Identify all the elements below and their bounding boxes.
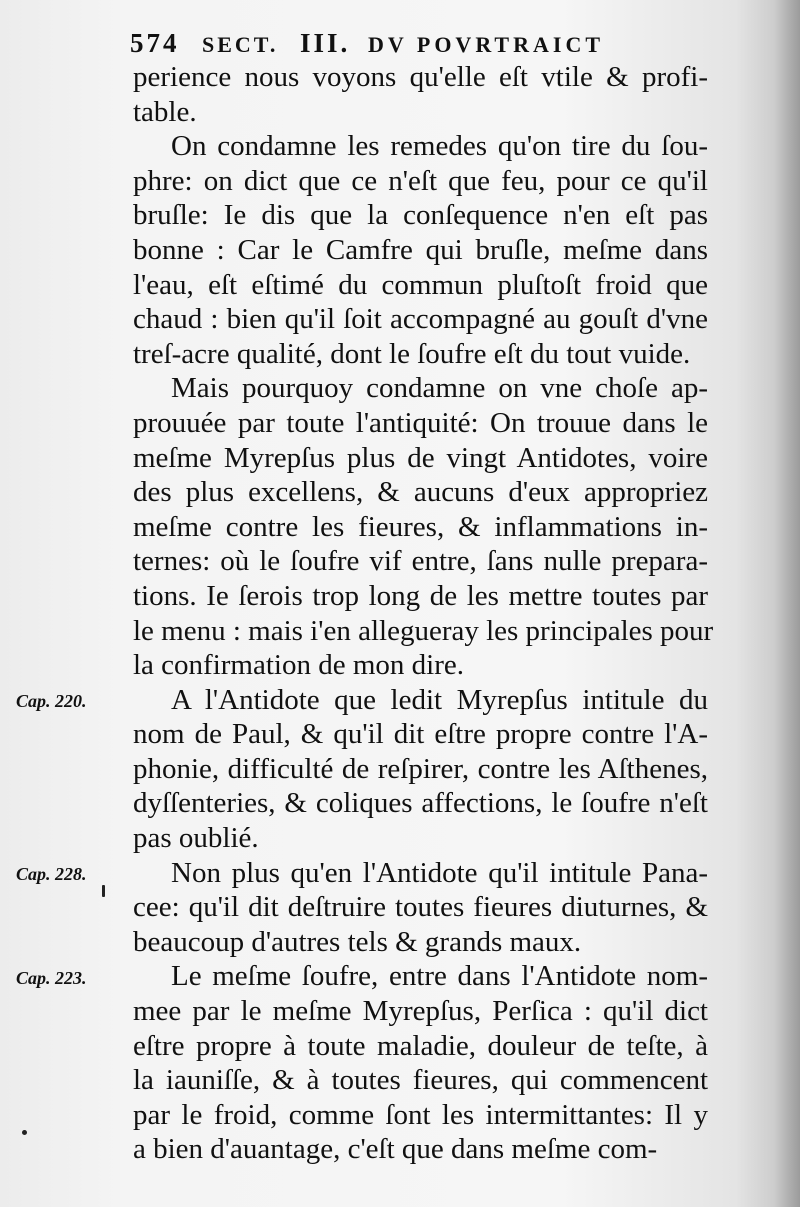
text-line: Le meſme ſoufre, entre dans l'Antidote nom- bbox=[171, 960, 708, 993]
header-title: DV POVRTRAICT bbox=[368, 32, 605, 57]
text-line: phre: on dict que ce n'eſt que feu, pour ce qu'il bbox=[133, 164, 708, 197]
margin-note-chapter-ref: Cap. 228. bbox=[16, 863, 87, 884]
text-line: Non plus qu'en l'Antidote qu'il intitule Pana- bbox=[171, 856, 708, 889]
text-line: dyſſenteries, & coliques affections, le ſoufre n'eſt bbox=[133, 787, 708, 820]
text-line: prouuée par toute l'antiquité: On trouue dans le bbox=[133, 406, 708, 439]
text-line: bruſle: Ie dis que la conſequence n'en eſt pas bbox=[133, 199, 708, 232]
text-line: perience nous voyons qu'elle eſt vtile & profi- bbox=[133, 61, 708, 93]
text-line: nom de Paul, & qu'il dit eſtre propre contre l'A- bbox=[133, 718, 708, 751]
page-edge-shadow bbox=[774, 0, 800, 1207]
text-line: pas oublié. bbox=[133, 822, 259, 855]
text-line: la iauniſſe, & à toutes fieures, qui commencent bbox=[133, 1064, 708, 1097]
text-line: phonie, difficulté de reſpirer, contre les Aſthenes, bbox=[133, 752, 708, 785]
text-line: des plus excellens, & aucuns d'eux appropriez bbox=[133, 476, 708, 509]
text-line: tions. Ie ſerois trop long de les mettre toutes par bbox=[133, 579, 708, 612]
text-line: cee: qu'il dit deſtruire toutes fieures diuturnes, & bbox=[133, 891, 708, 924]
header-section-number: III. bbox=[300, 28, 351, 58]
text-line: a bien d'auantage, c'eſt que dans meſme com- bbox=[133, 1133, 658, 1166]
text-line: ternes: où le ſoufre vif entre, ſans nulle prepara- bbox=[133, 545, 708, 578]
margin-note-chapter-ref: Cap. 223. bbox=[16, 967, 87, 988]
ink-speck bbox=[102, 885, 105, 897]
text-line: A l'Antidote que ledit Myrepſus intitule du bbox=[171, 683, 708, 716]
text-line: beaucoup d'autres tels & grands maux. bbox=[133, 925, 582, 958]
header-section: SECT. bbox=[202, 32, 279, 57]
text-line: meſme contre les fieures, & inflammations in- bbox=[133, 510, 708, 543]
text-line: la confirmation de mon dire. bbox=[133, 649, 464, 682]
text-line: table. bbox=[133, 95, 197, 128]
text-line: le menu : mais i'en allegueray les principales pour bbox=[133, 614, 714, 647]
page-number: 574 bbox=[130, 28, 180, 58]
text-line: On condamne les remedes qu'on tire du ſou- bbox=[171, 130, 708, 163]
text-line: treſ-acre qualité, dont le ſoufre eſt du tout vuide. bbox=[133, 337, 691, 370]
text-line: l'eau, eſt eſtimé du commun pluſtoſt froid que bbox=[133, 268, 708, 301]
margin-note-chapter-ref: Cap. 220. bbox=[16, 690, 87, 711]
ink-speck bbox=[22, 1130, 27, 1135]
text-line: chaud : bien qu'il ſoit accompagné au gouſt d'vne bbox=[133, 303, 708, 336]
text-line: Mais pourquoy condamne on vne choſe ap- bbox=[171, 372, 708, 405]
text-line: meſme Myrepſus plus de vingt Antidotes, voire bbox=[133, 441, 708, 474]
text-line: par le froid, comme ſont les intermittantes: Il y bbox=[133, 1098, 708, 1131]
body-text bbox=[133, 60, 714, 1167]
text-line: mee par le meſme Myrepſus, Perſica : qu'il dict bbox=[133, 995, 708, 1028]
text-line: bonne : Car le Camfre qui bruſle, meſme dans bbox=[133, 233, 708, 266]
text-line: eſtre propre à toute maladie, douleur de teſte, à bbox=[133, 1029, 708, 1062]
